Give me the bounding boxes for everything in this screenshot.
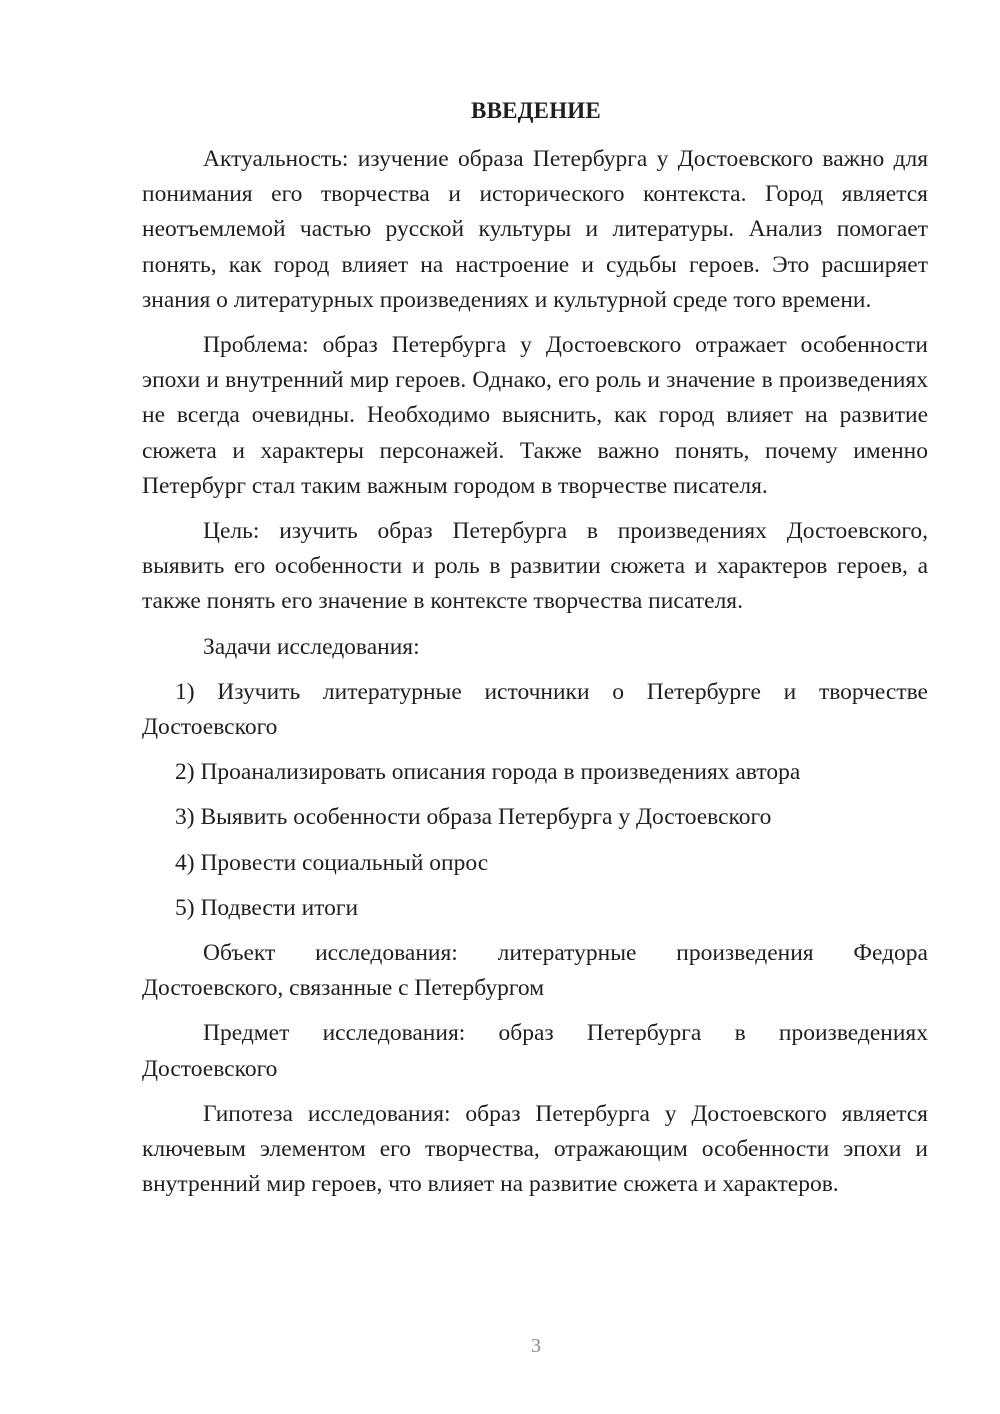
task-item-2: 2) Проанализировать описания города в произведениях автора — [175, 759, 801, 786]
hypothesis-paragraph: Гипотеза исследования: образ Петербурга у Достоевского является ключевым элементом его творчества, отражающим особенности эпохи и внутренний мир героев, что влияет на развитие сюжета и характеров. — [142, 1100, 928, 1198]
task-item-1: 1) Изучить литературные источники о Петербурге и творчестве Достоевского — [142, 678, 928, 741]
document-body — [142, 142, 928, 1212]
task-item-5: 5) Подвести итоги — [175, 894, 359, 921]
subject-paragraph: Предмет исследования: образ Петербурга в произведениях Достоевского — [142, 1020, 928, 1082]
page-number: 3 — [531, 1335, 541, 1357]
relevance-paragraph: Актуальность: изучение образа Петербурга у Достоевского важно для понимания его творчества и исторического контекста. Город является неотъемлемой частью русской культуры и литературы. Анализ помогает понять, как город влияет на настроение и судьбы героев. Это расширяет знания о литературных произведениях и культурной среде того времени. — [142, 146, 928, 313]
goal-paragraph: Цель: изучить образ Петербурга в произведениях Достоевского, выявить его особенности и роль в развитии сюжета и характеров героев, а также понять его значение в контексте творчества писателя. — [142, 518, 928, 615]
problem-paragraph: Проблема: образ Петербурга у Достоевского отражает особенности эпохи и внутренний мир героев. Однако, его роль и значение в произведениях не всегда очевидны. Необходимо выяснить, как город влияет на развитие сюжета и характеры персонажей. Также важно понять, почему именно Петербург стал таким важным городом в творчестве писателя. — [142, 332, 928, 499]
task-item-3: 3) Выявить особенности образа Петербурга у Достоевского — [175, 804, 772, 831]
object-paragraph: Объект исследования: литературные произведения Федора Достоевского, связанные с Петербургом — [142, 940, 928, 1002]
section-heading: ВВЕДЕНИЕ — [471, 98, 601, 123]
tasks-heading: Задачи исследования: — [203, 633, 420, 660]
task-item-4: 4) Провести социальный опрос — [175, 849, 489, 876]
